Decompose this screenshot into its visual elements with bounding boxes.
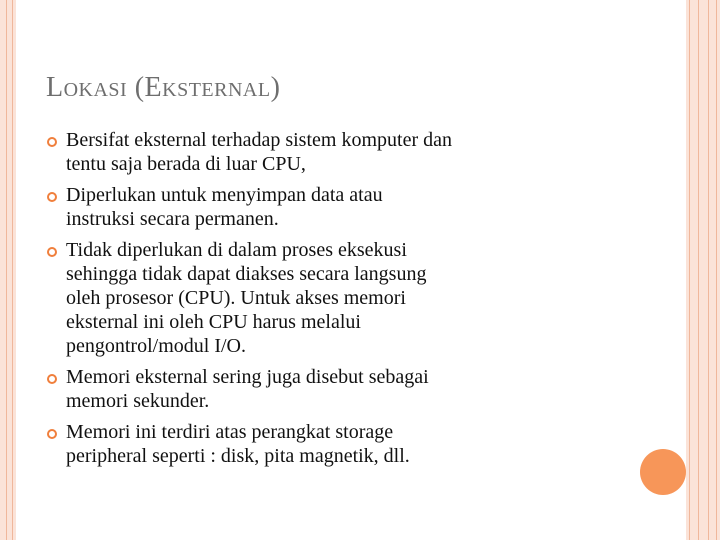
bullet-line: Memori ini terdiri atas perangkat storage bbox=[66, 421, 394, 443]
right-border-line bbox=[708, 0, 709, 540]
bullet-line: Diperlukan untuk menyimpan data atau bbox=[66, 184, 383, 206]
bullet-line: Tidak diperlukan di dalam proses eksekusi bbox=[66, 239, 407, 261]
right-decorative-border bbox=[686, 0, 720, 540]
bullet-line: Memori eksternal sering juga disebut sebagai bbox=[66, 366, 429, 388]
ring-bullet-icon bbox=[47, 137, 57, 147]
bullet-line: oleh prosesor (CPU). Untuk akses memori bbox=[66, 287, 406, 309]
left-decorative-border bbox=[0, 0, 16, 540]
bullet-line: pengontrol/modul I/O. bbox=[66, 335, 246, 357]
left-border-line bbox=[6, 0, 7, 540]
orange-circle-icon bbox=[640, 449, 686, 495]
bullet-line: memori sekunder. bbox=[66, 390, 210, 412]
list-item bbox=[46, 365, 626, 413]
ring-bullet-icon bbox=[47, 429, 57, 439]
bullet-line: eksternal ini oleh CPU harus melalui bbox=[66, 311, 361, 333]
list-item bbox=[46, 420, 626, 468]
bullet-line: sehingga tidak dapat diakses secara langsung bbox=[66, 263, 427, 285]
bullet-line: tentu saja berada di luar CPU, bbox=[66, 153, 306, 175]
bullet-line: instruksi secara permanen. bbox=[66, 208, 279, 230]
bullet-list bbox=[46, 128, 626, 475]
ring-bullet-icon bbox=[47, 247, 57, 257]
list-item bbox=[46, 238, 626, 358]
bullet-line: peripheral seperti : disk, pita magnetik, dll. bbox=[66, 445, 410, 467]
list-item bbox=[46, 128, 626, 176]
ring-bullet-icon bbox=[47, 192, 57, 202]
bullet-line: Bersifat eksternal terhadap sistem komputer dan bbox=[66, 129, 452, 151]
right-border-line bbox=[689, 0, 690, 540]
ring-bullet-icon bbox=[47, 374, 57, 384]
list-item bbox=[46, 183, 626, 231]
slide-title: Lokasi (Eksternal) bbox=[46, 72, 281, 103]
right-border-line bbox=[698, 0, 699, 540]
right-border-line bbox=[716, 0, 717, 540]
left-border-line bbox=[12, 0, 13, 540]
